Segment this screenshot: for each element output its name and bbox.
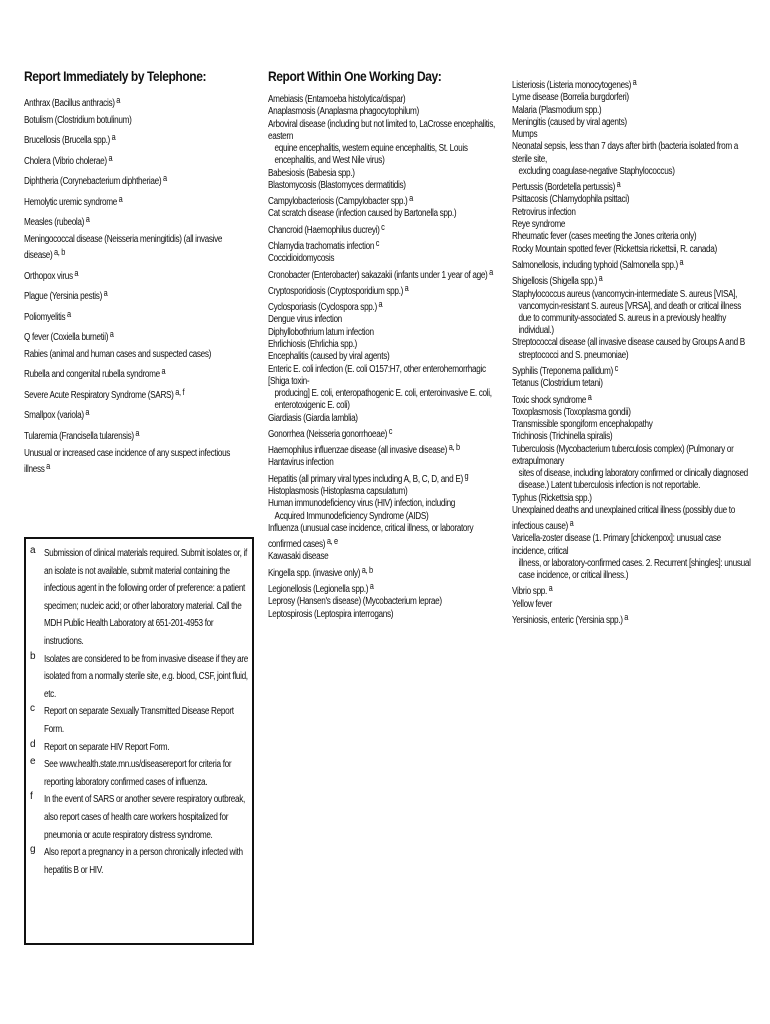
disease-item [24, 115, 256, 127]
disease-name: Reye syndrome [512, 219, 566, 231]
disease-item [512, 378, 752, 390]
disease-item [24, 328, 256, 344]
one-day-report-heading: Report Within One Working Day: [268, 68, 442, 84]
footnote-key: g [30, 844, 36, 856]
disease-item [268, 351, 506, 363]
footnote-marker: a [135, 427, 140, 438]
disease-name: Diphtheria (Corynebacterium diphtheriae) [24, 176, 162, 188]
disease-name: Typhus (Rickettsia spp.) [512, 492, 592, 504]
disease-item [24, 349, 256, 361]
footnote-key: c [30, 703, 35, 715]
disease-item [512, 256, 752, 272]
disease-name: Hantavirus infection [268, 457, 334, 469]
footnote-text: In the event of SARS or another severe respiratory outbreak, also report cases of health care workers hospitalized for pneumonia or acute respiratory distress syndrome. [44, 794, 245, 841]
disease-name: Haemophilus influenzae disease (all invasive disease) [268, 445, 448, 457]
disease-name: Transmissible spongiform encephalopathy [512, 419, 653, 431]
footnote-marker: a, b [361, 564, 373, 575]
footnote-marker: a [409, 193, 413, 204]
disease-item [268, 580, 506, 596]
footnote-marker: a [378, 299, 383, 310]
disease-name: Streptococcal disease (all invasive disease caused by Groups A and B [512, 337, 745, 349]
disease-item [24, 94, 256, 110]
disease-item [268, 457, 506, 469]
footnote-key: f [30, 791, 33, 803]
disease-name: Listeriosis (Listeria monocytogenes) [512, 80, 632, 91]
disease-item [512, 337, 752, 362]
disease-name: Yersiniosis, enteric (Yersinia spp.) [512, 614, 623, 626]
disease-name: Dengue virus infection [268, 314, 342, 326]
footnote-marker: g [464, 470, 469, 481]
disease-item [512, 505, 752, 534]
disease-name: Hemolytic uremic syndrome [24, 196, 117, 208]
disease-item [268, 596, 506, 608]
disease-item [268, 314, 506, 326]
disease-item [268, 266, 506, 282]
disease-name: Leprosy (Hansen's disease) (Mycobacterium leprae) [268, 596, 442, 608]
disease-name: Rabies (animal and human cases and suspected cases) [24, 348, 212, 360]
disease-name: Blastomycosis (Blastomyces dermatitidis) [268, 179, 406, 191]
disease-name: Giardiasis (Giardia lamblia) [268, 412, 358, 424]
disease-item [512, 419, 752, 431]
footnote-marker: a [85, 407, 90, 418]
footnote [30, 844, 248, 879]
disease-item [512, 407, 752, 419]
disease-name: Encephalitis (caused by viral agents) [268, 351, 390, 363]
footnote-marker: a [116, 95, 121, 105]
immediate-report-heading: Report Immediately by Telephone: [24, 68, 207, 84]
disease-name: Toxic shock syndrome [512, 394, 587, 406]
disease-item [268, 282, 506, 298]
footnote-marker: a [46, 460, 50, 471]
disease-name: Severe Acute Respiratory Syndrome (SARS) [24, 389, 174, 401]
footnote-marker: a, f [175, 386, 185, 397]
disease-name: Shigellosis (Shigella spp.) [512, 276, 598, 288]
disease-name: Legionellosis (Legionella spp.) [268, 583, 369, 595]
disease-item [24, 308, 256, 324]
disease-name-continued: excluding coagulase-negative Staphylococcus) [518, 165, 675, 177]
footnote-text: Isolates are considered to be from invasive disease if they are isolated from a normally sterile site, e.g. blood, CSF, joint fluid, etc. [44, 653, 249, 700]
footnote-key: b [30, 650, 36, 662]
disease-name: Trichinosis (Trichinella spiralis) [512, 431, 613, 443]
disease-item [268, 298, 506, 314]
footnote-text: Report on separate Sexually Transmitted Disease Report Form. [44, 706, 234, 735]
disease-name-continued: streptococci and S. pneumoniae) [518, 349, 629, 361]
disease-name: Neonatal sepsis, less than 7 days after birth (bacteria isolated from a sterile site, [512, 141, 739, 165]
disease-item [512, 431, 752, 443]
footnote-marker: a [103, 288, 108, 299]
disease-item [24, 427, 256, 443]
one-day-report-column-continued [512, 76, 752, 627]
disease-name: Poliomyelitis [24, 311, 66, 323]
footnote-marker: a [109, 329, 114, 340]
disease-item [512, 391, 752, 407]
footnote-marker: a [85, 214, 90, 225]
disease-name: Tuberculosis (Mycobacterium tuberculosis complex) (Pulmonary or extrapulmonary [512, 443, 734, 467]
disease-item [24, 193, 256, 209]
disease-item [268, 413, 506, 425]
immediate-report-column [24, 68, 256, 480]
disease-name-continued: Acquired Immunodeficiency Syndrome (AIDS) [274, 510, 429, 522]
disease-name: Gonorrhea (Neisseria gonorrhoeae) [268, 428, 388, 440]
disease-name: Malaria (Plasmodium spp.) [512, 104, 602, 116]
one-day-disease-list-continued [512, 76, 752, 627]
footnote-marker: a, b [448, 442, 460, 453]
disease-name: Anthrax (Bacillus anthracis) [24, 98, 115, 109]
footnote-text: Also report a pregnancy in a person chronically infected with hepatitis B or HIV. [44, 847, 243, 876]
disease-item [268, 364, 506, 413]
disease-name-continued: producing] E. coli, enteropathogenic E. coli, enteroinvasive E. coli, enterotoxigenic E. coli) [274, 388, 492, 412]
disease-item [512, 362, 752, 378]
disease-item [512, 178, 752, 194]
disease-item [268, 441, 506, 457]
disease-item [24, 172, 256, 188]
disease-name: Pertussis (Bordetella pertussis) [512, 182, 615, 194]
disease-item [512, 444, 752, 493]
disease-name: Unusual or increased case incidence of any suspect infectious illness [24, 447, 231, 475]
disease-name: Tetanus (Clostridium tetani) [512, 378, 603, 390]
disease-name: Meningococcal disease (Neisseria meningitidis) (all invasive disease) [24, 233, 223, 262]
disease-name: Meningitis (caused by viral agents) [512, 116, 627, 128]
disease-name: Diphyllobothrium latum infection [268, 326, 374, 338]
disease-name-continued: sites of disease, including laboratory confirmed or clinically diagnosed disease.) Latent tuberculosis infection is not reportable. [518, 468, 748, 492]
disease-name: Plague (Yersinia pestis) [24, 291, 102, 303]
disease-name: Unexplained deaths and unexplained critical illness (possibly due to infectious cause) [512, 504, 735, 533]
disease-name: Enteric E. coli infection (E. coli O157:H7, other enterohemorrhagic [Shiga toxin- [268, 363, 486, 387]
disease-item [512, 289, 752, 338]
disease-name: Chlamydia trachomatis infection [268, 240, 375, 252]
footnote-marker: a [118, 193, 123, 204]
disease-name: Cryptosporidiosis (Cryptosporidium spp.) [268, 285, 403, 297]
footnote-marker: a, b [54, 247, 66, 258]
disease-item [512, 117, 752, 129]
footnote-text: See www.health.state.mn.us/diseasereport for criteria for reporting laboratory confirmed cases of influenza. [44, 759, 232, 788]
disease-item [268, 253, 506, 265]
disease-name: Vibrio spp. [512, 586, 547, 598]
disease-name: Ehrlichiosis (Ehrlichia spp.) [268, 339, 357, 351]
disease-name: Histoplasmosis (Histoplasma capsulatum) [268, 486, 408, 498]
disease-item [24, 152, 256, 168]
disease-name: Human immunodeficiency virus (HIV) infection, including [268, 498, 456, 510]
immediate-disease-list [24, 94, 256, 476]
footnote-marker: c [381, 221, 385, 232]
footnote-marker: a [624, 611, 629, 622]
footnote-marker: a [108, 152, 113, 163]
disease-name: Influenza (unusual case incidence, critical illness, or laboratory confirmed cases) [268, 522, 474, 551]
disease-name: Cronobacter (Enterobacter) sakazakii (infants under 1 year of age) [268, 269, 488, 281]
footnote-marker: a [111, 132, 116, 143]
disease-name: Leptospirosis (Leptospira interrogans) [268, 608, 394, 620]
disease-name: Amebiasis (Entamoeba histolytica/dispar) [268, 94, 406, 105]
disease-item [268, 94, 506, 106]
footnote-marker: a [587, 391, 592, 402]
disease-name: Salmonellosis, including typhoid (Salmonella spp.) [512, 259, 678, 271]
disease-name: Varicella-zoster disease (1. Primary [chickenpox]: unusual case incidence, critical [512, 533, 721, 557]
disease-item [512, 611, 752, 627]
disease-name: Cyclosporiasis (Cyclospora spp.) [268, 302, 377, 314]
disease-item [512, 533, 752, 582]
footnote-marker: a [74, 267, 79, 278]
footnote-key: d [30, 738, 36, 750]
footnote [30, 651, 248, 704]
footnote-marker: c [388, 425, 393, 436]
disease-name: Smallpox (variola) [24, 410, 84, 422]
footnote [30, 545, 248, 651]
disease-item [268, 564, 506, 580]
disease-name: Babesiosis (Babesia spp.) [268, 167, 355, 179]
disease-item [512, 194, 752, 206]
disease-name: Anaplasmosis (Anaplasma phagocytophilum) [268, 106, 419, 118]
disease-item [512, 76, 752, 92]
disease-name: Rocky Mountain spotted fever (Rickettsia rickettsii, R. canada) [512, 243, 717, 255]
footnote-marker: a [404, 282, 409, 293]
disease-item [24, 386, 256, 402]
disease-item [24, 131, 256, 147]
disease-name: Rubella and congenital rubella syndrome [24, 369, 160, 381]
disease-item [268, 221, 506, 237]
disease-name: Cat scratch disease (infection caused by Bartonella spp.) [268, 208, 457, 220]
disease-item [268, 327, 506, 339]
disease-item [24, 213, 256, 229]
disease-name: Lyme disease (Borrelia burgdorferi) [512, 92, 629, 104]
footnote-marker: a [161, 366, 166, 377]
disease-item [268, 339, 506, 351]
footnote-marker: a [632, 77, 637, 87]
disease-name: Yellow fever [512, 598, 552, 610]
one-day-disease-list [268, 94, 506, 621]
disease-item [268, 208, 506, 220]
disease-item [512, 272, 752, 288]
disease-item [24, 234, 256, 262]
disease-item [24, 267, 256, 283]
footnote-key: e [30, 756, 36, 768]
disease-name-continued: illness, or laboratory-confirmed cases. 2. Recurrent [shingles]: unusual case incidence, or critical illness.) [518, 557, 751, 582]
footnote [30, 703, 248, 738]
disease-item [512, 129, 752, 141]
footnotes-box [24, 537, 254, 945]
footnote-marker: a [489, 266, 493, 277]
disease-name: Cholera (Vibrio cholerae) [24, 155, 107, 167]
disease-name: Botulism (Clostridium botulinum) [24, 114, 132, 126]
disease-item [512, 582, 752, 598]
footnote-marker: a [369, 580, 374, 591]
disease-name-continued: equine encephalitis, western equine encephalitis, St. Louis encephalitis, and West Nile virus) [274, 143, 468, 167]
disease-item [512, 231, 752, 243]
disease-name: Brucellosis (Brucella spp.) [24, 135, 110, 147]
disease-item [512, 244, 752, 256]
disease-item [268, 180, 506, 192]
footnote-marker: a [679, 256, 684, 267]
footnote-marker: a [616, 179, 621, 190]
footnote-marker: a [162, 173, 167, 184]
disease-item [268, 106, 506, 118]
footnote [30, 756, 248, 791]
disease-name: Psittacosis (Chlamydophila psittaci) [512, 194, 630, 206]
disease-item [512, 219, 752, 231]
disease-name: Retrovirus infection [512, 206, 576, 218]
disease-item [268, 470, 506, 486]
footnote-marker: a [569, 518, 574, 529]
disease-name: Tularemia (Francisella tularensis) [24, 430, 134, 442]
disease-item [268, 425, 506, 441]
disease-name: Syphilis (Treponema pallidum) [512, 365, 613, 377]
disease-item [268, 498, 506, 523]
disease-item [512, 141, 752, 178]
footnote-marker: a, e [326, 536, 338, 547]
disease-name: Rheumatic fever (cases meeting the Jones criteria only) [512, 231, 697, 243]
footnote-text: Report on separate HIV Report Form. [44, 741, 170, 753]
disease-name: Q fever (Coxiella burnetii) [24, 332, 109, 344]
footnote-marker: c [614, 362, 618, 373]
disease-item [268, 486, 506, 498]
footnote-key: a [30, 545, 36, 556]
disease-item [512, 105, 752, 117]
disease-item [512, 493, 752, 505]
disease-name: Arboviral disease (including but not limited to, LaCrosse encephalitis, eastern [268, 118, 495, 142]
disease-item [268, 192, 506, 208]
disease-name: Staphylococcus aureus (vancomycin-intermediate S. aureus [VISA], [512, 288, 738, 300]
disease-item [512, 92, 752, 104]
disease-item [512, 207, 752, 219]
disease-name: Hepatitis (all primary viral types including A, B, C, D, and E) [268, 473, 463, 485]
disease-name: Campylobacteriosis (Campylobacter spp.) [268, 196, 408, 208]
disease-item [268, 168, 506, 180]
disease-name: Mumps [512, 129, 538, 141]
footnote-marker: a [598, 273, 603, 284]
footnote-text: Submission of clinical materials required. Submit isolates or, if an isolate is not available, submit material containing the infectious agent in the following order of preference: a patient specimen; nucleic acid; or other laboratory material. Call the MDH Public Health Laboratory at 651-201-4953 for instructions. [44, 548, 247, 647]
disease-name: Toxoplasmosis (Toxoplasma gondii) [512, 406, 631, 418]
disease-item [268, 119, 506, 168]
footnote [30, 739, 248, 757]
disease-item [512, 599, 752, 611]
disease-item [24, 287, 256, 303]
disease-item [268, 609, 506, 621]
disease-item [24, 448, 256, 476]
disease-item [268, 523, 506, 552]
disease-name: Measles (rubeola) [24, 217, 85, 229]
footnote [30, 791, 248, 844]
disease-item [24, 365, 256, 381]
disease-item [268, 551, 506, 563]
footnote-marker: a [66, 308, 71, 319]
disease-name: Chancroid (Haemophilus ducreyi) [268, 224, 380, 236]
disease-name-continued: vancomycin-resistant S. aureus [VRSA], and death or critical illness due to community-associated S. aureus in a previously healthy individual.) [518, 300, 741, 337]
disease-item [24, 406, 256, 422]
one-day-report-column [268, 68, 506, 621]
disease-name: Coccidioidomycosis [268, 253, 335, 265]
disease-name: Kingella spp. (invasive only) [268, 567, 361, 579]
disease-item [268, 237, 506, 253]
footnote-marker: c [375, 237, 380, 248]
disease-name: Orthopox virus [24, 270, 73, 282]
disease-name: Kawasaki disease [268, 551, 329, 563]
footnote-marker: a [548, 583, 553, 594]
